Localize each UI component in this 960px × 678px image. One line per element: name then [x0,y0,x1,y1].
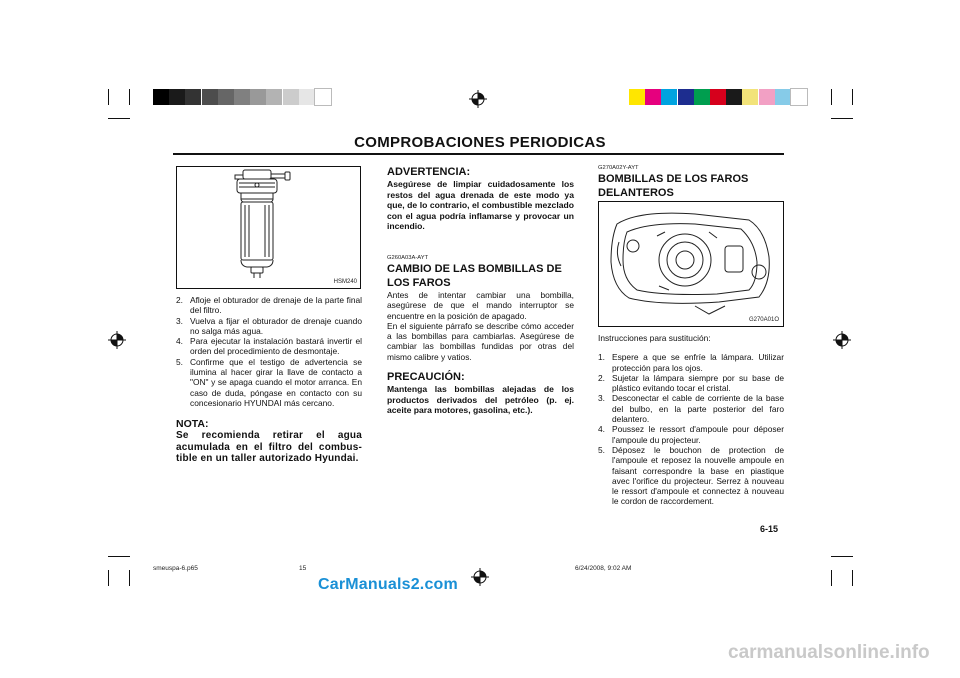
step-text: Sujetar la lámpara siempre por su base de plástico evitando tocar el cristal. [612,372,784,394]
color-swatch [629,89,645,105]
step-text: Espere a que se enfríe la lámpara. Utilizar protección para los ojos. [612,352,784,373]
step-number: 5. [598,444,605,455]
footer-timestamp: 6/24/2008, 9:02 AM [575,565,632,572]
note-heading: NOTA: [176,418,209,431]
caution-text: Mantenga las bombillas alejadas de los productos derivados del petróleo (p. ej. aceite para motores, gasolina, etc.). [387,384,574,416]
right-column-header [598,165,784,200]
color-swatch [742,89,758,105]
step-text: Vuelva a fijar el obturador de drenaje cuando no salga más agua. [190,315,362,336]
color-swatch [169,89,185,105]
color-swatch [694,89,710,105]
section-code: G260A03A-AYT [387,254,429,261]
step-number: 2. [176,295,183,305]
middle-column-text [387,166,574,416]
note-text: Se recomienda retirar el agua acumulada en el filtro del combus-tible en un taller autorizado Hyundai. [176,430,362,465]
step-item [598,373,784,394]
step-number: 4. [176,336,183,347]
step-text: Poussez le ressort d'ampoule pour déposer l'ampoule du projecteur. [612,424,784,445]
color-swatch [250,89,266,105]
color-swatch [202,89,218,105]
color-swatch [283,89,299,105]
left-column-text [176,295,362,465]
step-item [598,445,784,507]
page-title: COMPROBACIONES PERIODICAS [354,134,606,151]
step-text: Desconectar el cable de corriente de la base del bulbo, en la parte posterior del faro delantero. [612,393,784,425]
fuel-filter-figure [176,166,361,289]
step-item [176,295,362,316]
paragraph-2: En el siguiente párrafo se describe cómo acceder a las bombillas para cambiarlas. Asegúrese de cambiar las bombillas fundidas por otras del mismo calibre y vatios. [387,320,574,362]
color-swatch [185,89,201,105]
color-swatch [299,89,315,105]
header-rule [173,153,784,155]
color-swatch [218,89,234,105]
step-item [176,357,362,408]
registration-mark-bottom [470,567,490,587]
step-item [176,316,362,337]
watermark-link[interactable]: CarManuals2.com [318,576,458,593]
color-swatch [661,89,677,105]
headlamp-figure [598,201,784,327]
step-number: 3. [176,315,183,326]
color-swatch [234,89,250,105]
color-swatch [315,89,331,105]
color-swatch [726,89,742,105]
warning-heading: ADVERTENCIA: [387,166,471,178]
bulb-replacement-steps [598,352,784,506]
step-item [598,424,784,445]
figure-code: HSM240 [333,279,357,285]
step-item [598,352,784,373]
section-title: BOMBILLAS DE LOS FAROS DELANTEROS [598,173,749,199]
color-swatch [645,89,661,105]
step-item [598,393,784,424]
step-number: 4. [598,424,605,435]
step-number: 3. [598,393,605,404]
step-text: Déposez le bouchon de protection de l'ampoule et reposez la nouvelle ampoule en faisant correspondre la base en piastique avec l'orifice du projecteur. Serrez à nouveau le ressort d'ampoule et connectez à nouveau le cordon de raccordement. [612,444,784,507]
watermark-text: carmanualsonline.info [728,642,930,663]
step-item [176,336,362,357]
page-number: 6-15 [760,524,779,534]
color-swatch [678,89,694,105]
warning-text: Asegúrese de limpiar cuidadosamente los restos del agua drenada de este modo ya que, de lo contrario, el combustible mezclado con el agua podría inflamarse y provocar un incendio. [387,179,574,232]
section-title: CAMBIO DE LAS BOMBILLAS DE LOS FAROS [387,262,562,289]
step-number: 2. [598,372,605,383]
footer-file: smeuspa-6.p65 [153,565,198,572]
right-column-text [598,333,784,507]
color-swatch [791,89,807,105]
registration-mark-top [468,89,488,109]
step-number: 5. [176,356,183,367]
color-swatch [759,89,775,105]
step-number: 1. [598,352,605,363]
filter-drain-steps [176,295,362,408]
color-swatch [153,89,169,105]
step-text: Para ejecutar la instalación bastará invertir el orden del procedimiento de desmontaje. [190,336,362,357]
section-code: G270A02Y-AYT [598,165,639,171]
figure-code: G270A01O [748,317,779,323]
instructions-intro: Instrucciones para sustitución: [598,333,711,343]
registration-mark-left [107,330,127,350]
caution-heading: PRECAUCIÓN: [387,371,465,384]
paragraph-1: Antes de intentar cambiar una bombilla, asegúrese de que el mando interruptor se encuentre en la posición de apagado. [387,289,574,321]
fuel-filter-illustration [177,167,360,288]
step-text: Confirme que el testigo de advertencia se ilumina al hacer girar la llave de contacto a "ON" y se apaga cuando el motor arranca. En caso de duda, póngase en contacto con su concesionario HYUNDAI más cercano. [190,356,362,408]
color-swatch [266,89,282,105]
headlamp-illustration [599,202,783,326]
registration-mark-right [832,330,852,350]
color-swatch [710,89,726,105]
footer-page: 15 [299,565,307,572]
color-swatch [775,89,791,105]
step-text: Afloje el obturador de drenaje de la parte final del filtro. [190,295,362,316]
